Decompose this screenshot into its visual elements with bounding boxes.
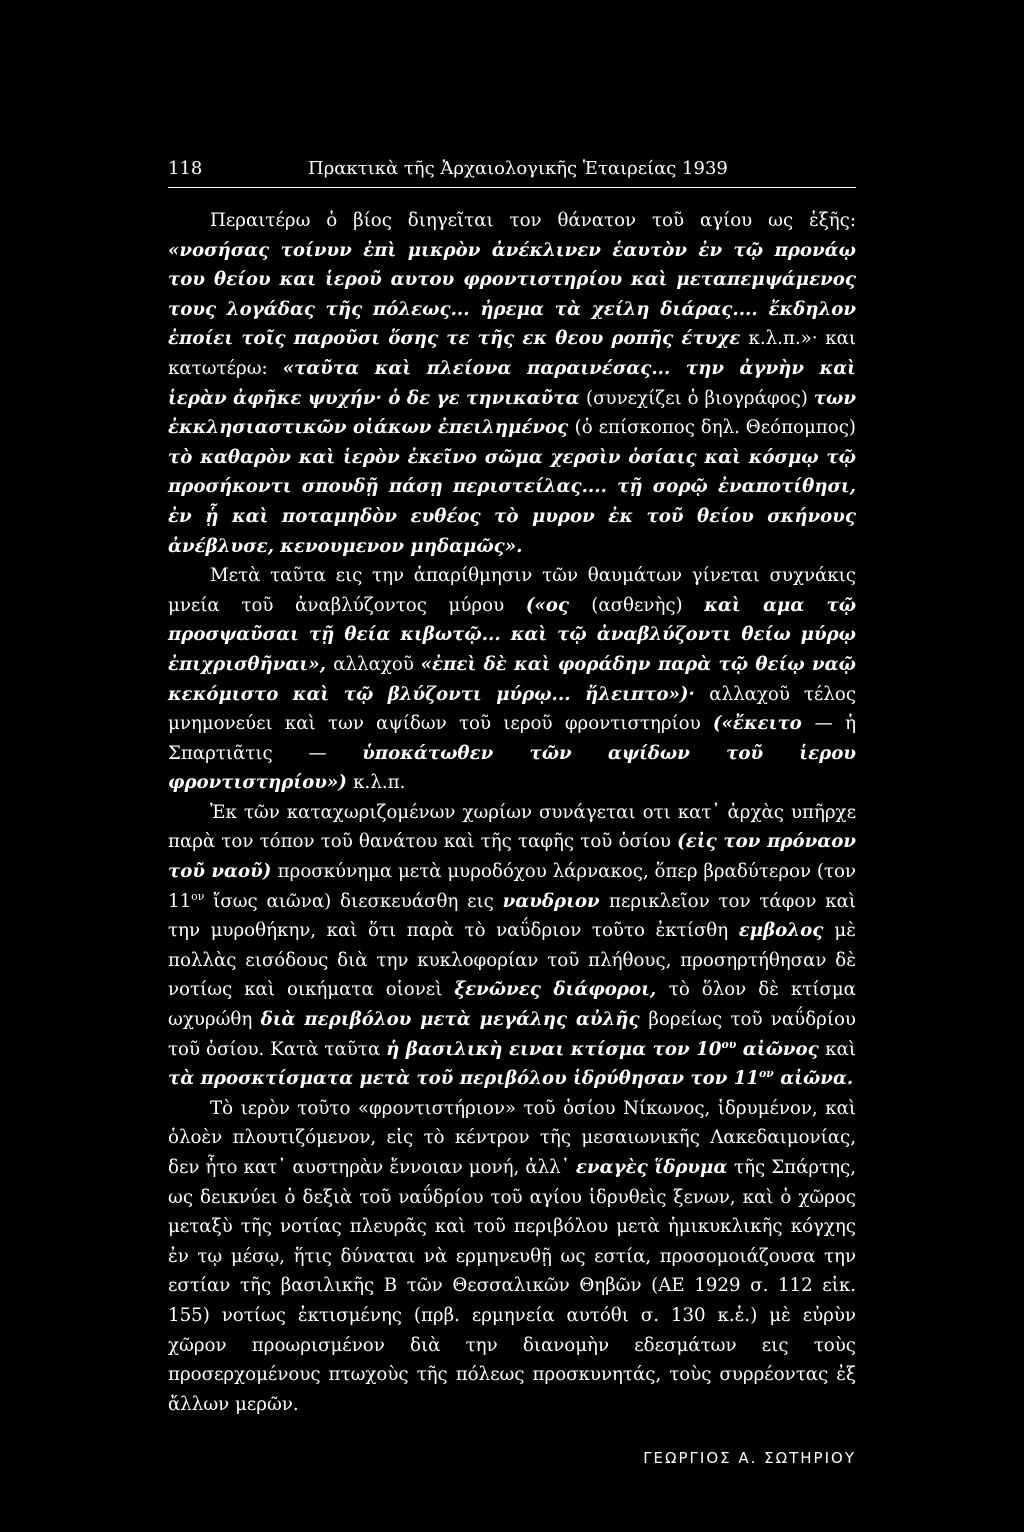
quoted-text: ου — [721, 1037, 737, 1051]
quoted-text: «νοσήσας τοίνυν ἐπὶ μικρὸν ἀνέκλινεν ἑαυτὸν ἐν τῷ προνάῳ του θείου και ἱεροῦ αυτου φροντιστηρίου καὶ μεταπεμψάμενος τους λογάδας τῆς πόλεως... ἠρεμα τὰ χείλη διάρας.... ἔκδηλον ἐποίει τοῖς παροῦσι ὅσης τε τῆς εκ θεου ροπῆς έτυχε — [168, 239, 856, 350]
body-text: Ἐκ τῶν καταχωριζομένων χωρίων συνάγεται οτι κατ᾽ ἀρχὰς υπῆρχε παρὰ τον τόπον τοῦ θανάτου καὶ τῆς ταφῆς τοῦ ὁσίου — [168, 801, 856, 853]
quoted-text: ναυδριον — [502, 890, 610, 912]
body-text: τὸ ὅλον δὲ κτίσμα ωχυρώθη — [168, 979, 856, 1031]
body-text: τῆς Σπάρτης, ως δεικνύει ὁ δεξιὰ τοῦ ναΰδρίου τοῦ αγίου ἱδρυθεὶς ξενων, καὶ ὁ χῶρος μεταξὺ τῆς νοτίας πλευρᾶς καὶ τοῦ περιβόλου μετὰ ἡμικυκλικῆς κόγχης ἐν τῳ μέσῳ, ἥτις δύναται νὰ ερμηνευθῇ ως εστία, προσομοιάζουσα την εστίαν τῆς βασιλικῆς Β τῶν Θεσσαλικῶν Θηβῶν (ΑΕ 1929 σ. 112 εἰκ. 155) νοτίως ἐκτισμένης (πρβ. ερμηνεία αυτόθι σ. 130 κ.ἑ.) μὲ εὐρὺν χῶρον προωρισμένον διὰ την διανομὴν εδεσμάτων εις τοὺς προσερχομένους πτωχοὺς τῆς πόλεως προσκυνητάς, τοὺς συρρέοντας ἐξ ἄλλων μερῶν. — [168, 1157, 857, 1415]
body-text: ἴσως αιῶνα) διεσκευάσθη εις — [204, 890, 503, 912]
author-signature: ΓΕΩΡΓΙΟΣ Α. ΣΩΤΗΡΙΟΥ — [643, 1449, 856, 1467]
body-text: (ὁ επίσκοπος δηλ. Θεόπομπος) — [574, 417, 856, 439]
body-text: — ἡ Σπαρτιᾶτις — — [168, 713, 856, 764]
header-rule — [168, 187, 856, 188]
quoted-text: ον — [759, 1067, 774, 1081]
quoted-text: («ἔκειτο — [712, 713, 815, 735]
body-text: κ.λ.π.»· και κατωτέρω: — [168, 328, 856, 379]
quoted-text: τὰ προσκτίσματα μετὰ τοῦ περιβόλου ἱδρύθησαν τον 11 — [168, 1068, 760, 1090]
quoted-text: «ταῦτα καὶ πλείονα παραινέσας... την ἀγνὴν καὶ ἱερὰν ἀφῆκε ψυχήν· ὁ δε γε τηνικαῦτα — [168, 357, 856, 409]
body-text: κ.λ.π. — [353, 772, 406, 794]
body-text: Περαιτέρω ὁ βίος διηγεῖται τον θάνατον τοῦ αγίου ως ἑξῆς: — [210, 210, 856, 231]
quoted-text: εμβολος — [738, 920, 835, 942]
paragraph — [168, 798, 856, 1094]
quoted-text: αἰῶνος — [736, 1038, 826, 1060]
body-text: καὶ — [825, 1038, 856, 1060]
quoted-text: ὑποκάτωθεν τῶν αψίδων τοῦ ἱερου φροντιστηρίου») — [168, 742, 856, 794]
body-text: αλλαχοῦ — [333, 653, 421, 675]
body-text: περικλεῖον τον τάφον καὶ την μυροθήκην, καὶ ὅτι παρὰ τὸ ναΰδριον τοῦτο ἐκτίσθη — [168, 890, 856, 942]
article-body — [168, 206, 856, 1419]
body-text: Μετὰ ταῦτα εις την ἀπαρίθμησιν τῶν θαυμάτων γίνεται συχνάκις μνεία τοῦ ἀναβλύζοντος μύρου — [168, 565, 856, 616]
quoted-text: εναγὲς ἵδρυμα — [575, 1157, 735, 1178]
body-text: Τὸ ιερὸν τοῦτο «φροντιστήριον» τοῦ ὁσίου Νίκωνος, ἱδρυμένον, καὶ ὁλοὲν πλουτιζόμενον, εἰς τὸ κέντρον τῆς μεσαιωνικῆς Λακεδαιμονίας, δεν ἦτο κατ᾽ αυστηρὰν ἔννοιαν μονή, ἀλλ᾽ — [168, 1097, 856, 1178]
quoted-text: αἰῶνα. — [773, 1068, 854, 1090]
quoted-text: ἡ βασιλικὴ ειναι κτίσμα τον 10 — [386, 1038, 722, 1060]
page-number: 118 — [168, 158, 203, 179]
paragraph — [168, 206, 856, 561]
body-text: (ασθενὴς) — [591, 594, 705, 616]
quoted-text: («ος — [525, 594, 592, 616]
quoted-text: των ἐκκλησιαστικῶν οἰάκων ἐπειλημένος — [168, 387, 856, 439]
quoted-text: ξενῶνες διάφοροι, — [454, 979, 669, 1001]
paragraph — [168, 1094, 856, 1420]
quoted-text: καὶ αμα τῷ προσψαῦσαι τῇ θεία κιβωτῷ... καὶ τῷ ἀναβλύζοντι θείω μύρῳ ἐπιχρισθῆναι», — [168, 594, 857, 675]
body-text: μὲ πολλὰς εισόδους διὰ την κυκλοφορίαν τοῦ πλήθους, προσηρτήθησαν δὲ νοτίως καὶ οικήματα οἱονεὶ — [168, 920, 856, 1001]
body-text: βορείως τοῦ ναΰδρίου τοῦ ὁσίου. Κατὰ ταῦτα — [168, 1009, 856, 1060]
body-text: αλλαχοῦ τέλος μνημονεύει καὶ των αψίδων τοῦ ιεροῦ φροντιστηρίου — [168, 683, 857, 735]
body-text: ον — [191, 889, 205, 903]
running-title: Πρακτικὰ τῆς Ἀρχαιολογικῆς Ἑταιρείας 1939 — [308, 158, 728, 179]
body-text: προσκύνημα μετὰ μυροδόχου λάρνακος, ὅπερ βραδύτερον (τον 11 — [168, 861, 856, 912]
paragraph — [168, 561, 856, 798]
body-text: (συνεχίζει ὁ βιογράφος) — [586, 387, 814, 409]
running-header — [168, 156, 856, 182]
quoted-text: διὰ περιβόλου μετὰ μεγάλης αὐλῆς — [260, 1009, 649, 1031]
quoted-text: τὸ καθαρὸν καὶ ἱερὸν ἐκεῖνο σῶμα χερσὶν ὁσίαις καὶ κόσμῳ τῷ προσήκοντι σπουδῇ πάσῃ περιστείλας.... τῇ σορῷ ἐναποτίθησι, ἐν ᾗ καὶ ποταμηδὸν ευθέος τὸ μυρον ἐκ τοῦ θείου σκήνους ἀνέβλυσε, κενουμενον μηδαμῶς». — [168, 446, 856, 557]
quoted-text: (εἰς τον πρόναον τοῦ ναοῦ) — [168, 831, 856, 883]
quoted-text: «ἐπεὶ δὲ καὶ φοράδην παρὰ τῷ θείῳ ναῷ κεκόμιστο καὶ τῷ βλύζοντι μύρῳ... ἤλειπτο»)· — [168, 653, 856, 705]
